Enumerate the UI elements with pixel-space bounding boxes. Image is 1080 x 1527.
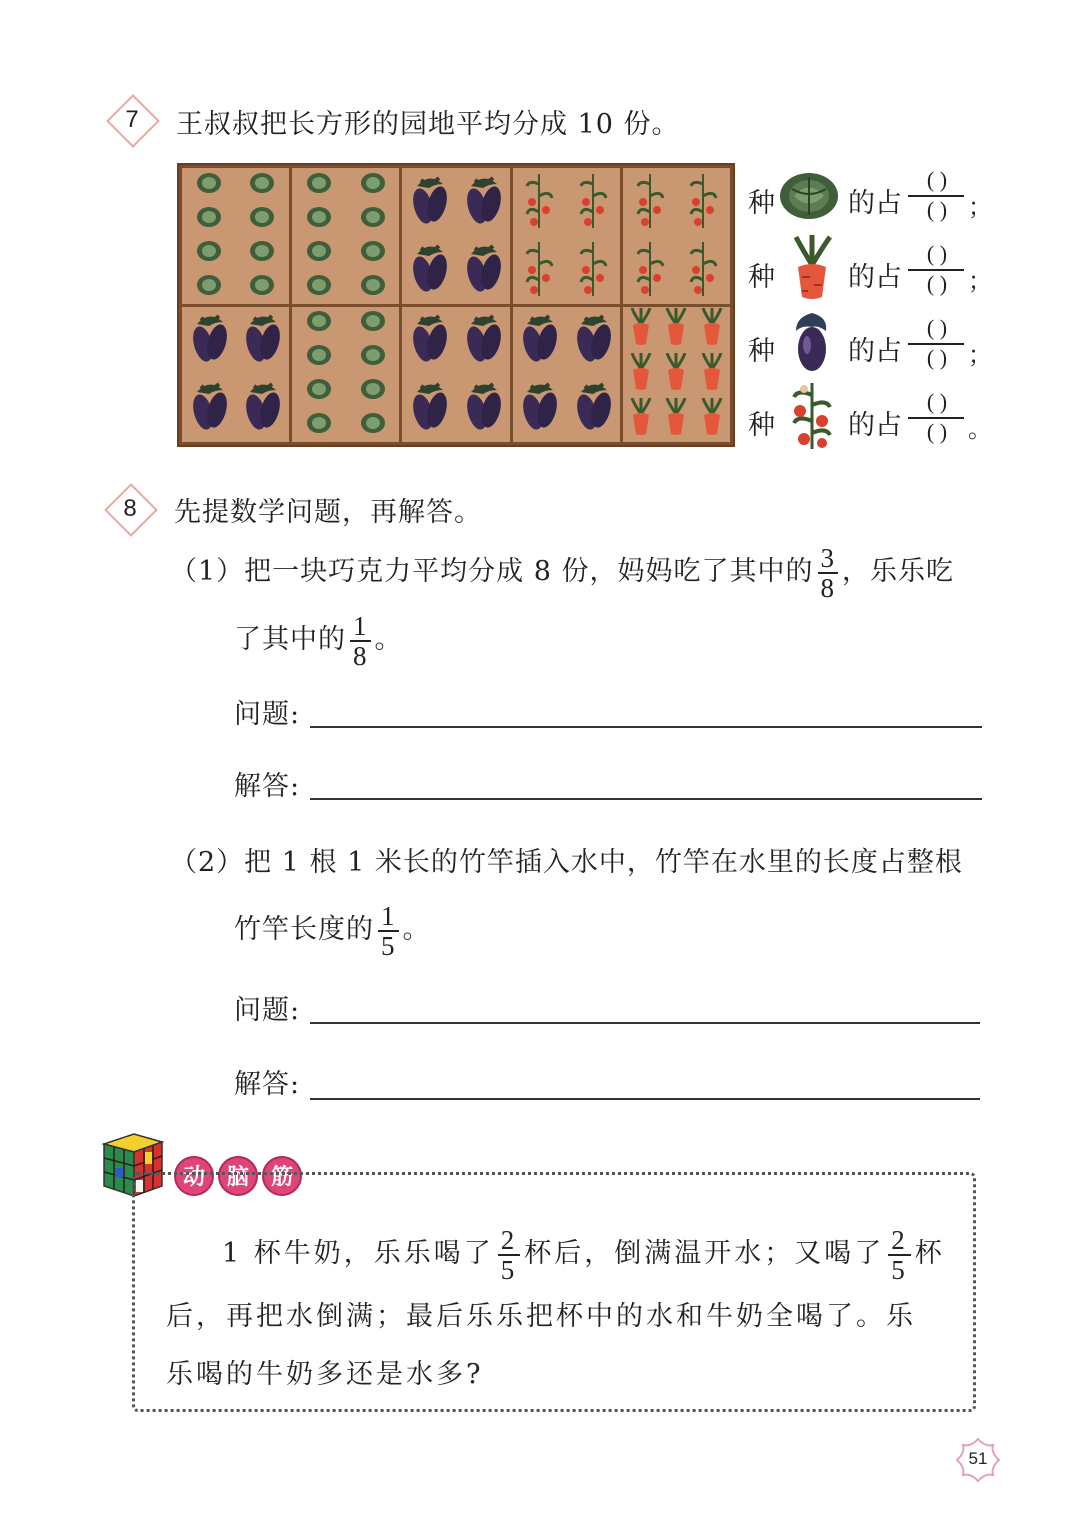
cabbage-icon (196, 206, 222, 232)
row-prefix: 种 (748, 188, 775, 219)
eggplant-icon (573, 378, 613, 438)
cabbage-icon (360, 412, 386, 438)
fraction-row-tomato (748, 389, 992, 449)
tomato-icon (635, 240, 665, 300)
cabbage-icon (306, 240, 332, 266)
row-suffix: 的占 (848, 262, 902, 293)
teaser-line1-b: 杯后，倒满温开水；又喝了 (524, 1238, 885, 1269)
p1-question-line[interactable] (310, 726, 982, 728)
fraction-3-8: $\frac{3}{8}$ (818, 544, 839, 602)
carrot-icon (665, 353, 687, 395)
cabbage-icon (360, 240, 386, 266)
cabbage-icon (306, 206, 332, 232)
p2-line1: （2）把 1 根 1 米长的竹竿插入水中，竹竿在水里的长度占整根 (170, 847, 963, 878)
cabbage-icon (306, 310, 332, 336)
p1-line1 (170, 540, 954, 604)
tomato-icon (578, 240, 608, 300)
page-number (955, 1437, 1001, 1483)
garden-plot-cabbage (182, 168, 289, 304)
cabbage-icon (360, 378, 386, 404)
garden-plot-eggplant (182, 307, 289, 443)
cabbage-icon (196, 274, 222, 300)
garden-grid (177, 163, 735, 447)
teaser-line1 (222, 1222, 1012, 1286)
p1-line2 (234, 608, 403, 672)
teaser-line1-c: 杯 (914, 1238, 945, 1269)
p2-question-label: 问题: (234, 995, 301, 1026)
cabbage-icon (360, 274, 386, 300)
row-suffix: 的占 (848, 188, 902, 219)
row-punct: 。 (968, 415, 992, 443)
badge-dong: 动 (174, 1156, 214, 1196)
tomato-icon (578, 172, 608, 232)
carrot-icon (665, 398, 687, 440)
page-number-text: 51 (968, 1449, 988, 1468)
p2-question-line[interactable] (310, 1022, 980, 1024)
carrot-icon (665, 308, 687, 350)
cabbage-icon (306, 274, 332, 300)
p1-line1-tail: ，乐乐吃 (842, 556, 955, 587)
eggplant-icon (463, 310, 503, 370)
cabbage-icon (778, 169, 840, 221)
tomato-icon (688, 240, 718, 300)
cabbage-icon (249, 206, 275, 232)
tomato-icon (688, 172, 718, 232)
cabbage-icon (306, 172, 332, 198)
garden-plot-tomato (623, 168, 730, 304)
tomato-icon (524, 240, 554, 300)
cabbage-icon (249, 240, 275, 266)
p1-line2-text: 了其中的 (234, 624, 346, 655)
cabbage-icon (196, 240, 222, 266)
fraction-1-8: $\frac{1}{8}$ (350, 612, 371, 670)
p2-answer-label: 解答: (234, 1069, 301, 1100)
fraction-2-5-a: $\frac{2}{5}$ (498, 1226, 521, 1284)
eggplant-icon (463, 240, 503, 300)
garden-plot-cabbage (292, 168, 399, 304)
cabbage-icon (360, 310, 386, 336)
row-punct: ； (968, 193, 992, 221)
fraction-row-carrot (748, 241, 992, 301)
row-punct: ； (968, 341, 992, 369)
eggplant-icon (242, 378, 282, 438)
garden-plot-cabbage (292, 307, 399, 443)
cabbage-icon (306, 412, 332, 438)
badge-nao: 脑 (218, 1156, 258, 1196)
carrot-icon (701, 398, 723, 440)
p2-line2-text: 竹竿长度的 (234, 914, 374, 945)
problem-8-text: 先提数学问题，再解答。 (174, 497, 482, 528)
eggplant-icon (788, 309, 836, 375)
fraction-row-eggplant (748, 315, 992, 375)
cabbage-icon (360, 344, 386, 370)
p1-line2-tail: 。 (374, 624, 403, 655)
problem-8-number: 8 (108, 487, 152, 531)
row-punct: ； (968, 267, 992, 295)
carrot-icon (790, 235, 834, 301)
cabbage-icon (360, 206, 386, 232)
eggplant-icon (573, 310, 613, 370)
p2-answer-line[interactable] (310, 1098, 980, 1100)
eggplant-icon (519, 378, 559, 438)
fraction-blank[interactable]: ( ) ( ) (906, 389, 968, 447)
p1-line1-text: （1）把一块巧克力平均分成 8 份，妈妈吃了其中的 (170, 556, 814, 587)
tomato-icon (524, 172, 554, 232)
garden-plot-carrot (623, 307, 730, 443)
row-suffix: 的占 (848, 336, 902, 367)
cabbage-icon (306, 344, 332, 370)
p2-line2-tail: 。 (402, 914, 431, 945)
carrot-icon (630, 353, 652, 395)
carrot-icon (630, 308, 652, 350)
cabbage-icon (196, 172, 222, 198)
p1-answer-line[interactable] (310, 798, 982, 800)
cabbage-icon (306, 378, 332, 404)
row-prefix: 种 (748, 336, 775, 367)
carrot-icon (701, 308, 723, 350)
badge-jin: 筋 (262, 1156, 302, 1196)
eggplant-icon (463, 172, 503, 232)
problem-7-number: 7 (110, 98, 154, 142)
eggplant-icon (409, 310, 449, 370)
eggplant-icon (242, 310, 282, 370)
carrot-icon (701, 353, 723, 395)
p1-answer-label: 解答: (234, 771, 301, 802)
teaser-line3: 乐喝的牛奶多还是水多? (166, 1359, 484, 1390)
teaser-line2: 后，再把水倒满；最后乐乐把杯中的水和牛奶全喝了。乐 (166, 1301, 916, 1332)
eggplant-icon (189, 310, 229, 370)
garden-plot-tomato (513, 168, 620, 304)
garden-plot-eggplant (513, 307, 620, 443)
tomato-icon (788, 381, 836, 451)
cabbage-icon (360, 172, 386, 198)
garden-plot-eggplant (402, 307, 509, 443)
eggplant-icon (519, 310, 559, 370)
row-suffix: 的占 (848, 410, 902, 441)
cabbage-icon (249, 172, 275, 198)
row-prefix: 种 (748, 410, 775, 441)
teaser-line1-a: 1 杯牛奶，乐乐喝了 (222, 1238, 494, 1269)
fraction-1-5: $\frac{1}{5}$ (378, 902, 399, 960)
cabbage-icon (249, 274, 275, 300)
fraction-blank[interactable]: ( ) ( ) (906, 241, 968, 299)
row-prefix: 种 (748, 262, 775, 293)
eggplant-icon (409, 172, 449, 232)
fraction-blank[interactable]: ( ) ( ) (906, 315, 968, 373)
eggplant-icon (409, 378, 449, 438)
eggplant-icon (189, 378, 229, 438)
tomato-icon (635, 172, 665, 232)
eggplant-icon (463, 378, 503, 438)
fraction-blank[interactable]: ( ) ( ) (906, 167, 968, 225)
eggplant-icon (409, 240, 449, 300)
p1-question-label: 问题: (234, 699, 301, 730)
fraction-row-cabbage (748, 167, 992, 227)
fraction-2-5-b: $\frac{2}{5}$ (888, 1226, 911, 1284)
garden-plot-eggplant (402, 168, 509, 304)
problem-7-text: 王叔叔把长方形的园地平均分成 10 份。 (176, 109, 680, 140)
p2-line2 (234, 898, 431, 962)
carrot-icon (630, 398, 652, 440)
